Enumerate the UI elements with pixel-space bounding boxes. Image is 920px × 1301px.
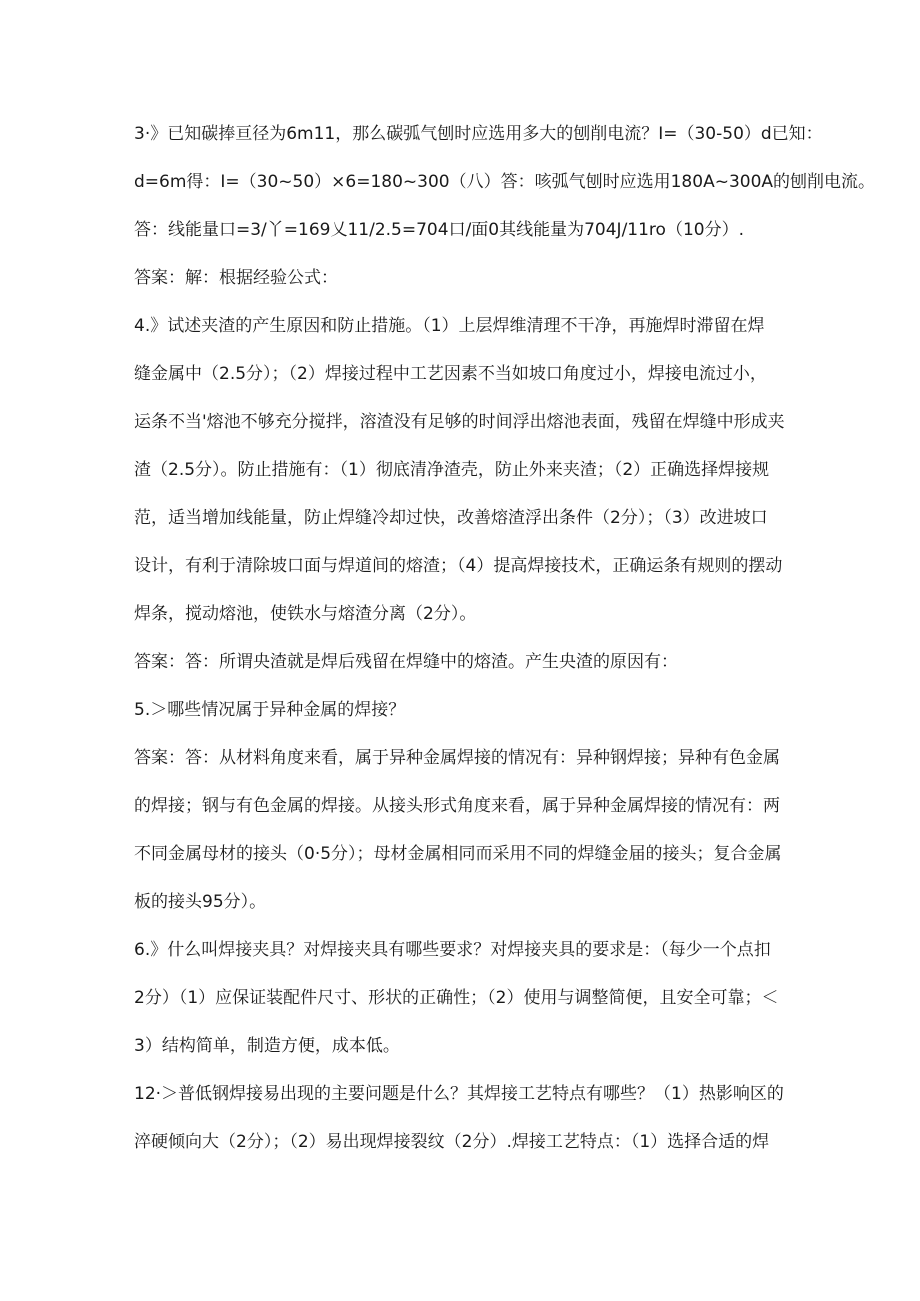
text-line: 答案：解：根据经验公式：: [134, 268, 338, 288]
text-line: 设计，有利于清除坡口面与焊道间的熔渣；（4）提高焊接技术，正确运条有规则的摆动: [134, 556, 783, 576]
text-line: 运条不当'熔池不够充分搅拌，溶渣没有足够的时间浮出熔池表面，残留在焊缝中形成夹: [134, 412, 785, 432]
text-line: 焊条，搅动熔池，使铁水与熔渣分离（2分）。: [134, 604, 477, 624]
text-line: 答案：答：从材料角度来看，属于异种金属焊接的情况有：异种钢焊接；异种有色金属: [134, 748, 780, 768]
text-line: 缝金属中（2.5分）；（2）焊接过程中工艺因素不当如坡口角度过小，焊接电流过小，: [134, 364, 767, 384]
text-line: 3）结构简单，制造方便，成本低。: [134, 1036, 400, 1056]
text-line: 板的接头95分）。: [134, 892, 267, 912]
text-line: 答案：答：所谓央渣就是焊后残留在焊缝中的熔渣。产生央渣的原因有：: [134, 652, 678, 672]
text-line: 5.＞哪些情况属于异种金属的焊接？: [134, 700, 406, 720]
text-line: 4.》试述夹渣的产生原因和防止措施。（1）上层焊维清理不干净，再施焊时滞留在焊: [134, 316, 765, 336]
text-line: 3·》已知碳捧亘径为6m11，那么碳弧气刨时应选用多大的刨削电流？I=（30-50）d已知：: [134, 124, 823, 144]
text-line: 渣（2.5分）。防止措施有：（1）彻底清净渣壳，防止外来夹渣；（2）正确选择焊接规: [134, 460, 770, 480]
text-line: 答：线能量口=3/丫=169乂11/2.5=704口/面0其线能量为704J∕11ro（10分）.: [134, 220, 744, 240]
text-line: 12·＞普低钢焊接易出现的主要问题是什么？其焊接工艺特点有哪些？（1）热影响区的: [134, 1084, 784, 1104]
text-line: 淬硬倾向大（2分）；（2）易出现焊接裂纹（2分）.焊接工艺特点：（1）选择合适的焊: [134, 1132, 770, 1152]
text-line: 6.》什么叫焊接夹具？对焊接夹具有哪些要求？对焊接夹具的要求是：（每少一个点扣: [134, 940, 771, 960]
text-line: 不同金属母材的接头（0·5分）；母材金属相同而采用不同的焊缝金届的接头；复合金属: [134, 844, 782, 864]
text-line: d=6m得：I=（30~50）×6=180~300（八）答：咳弧气刨时应选用180A~300A的刨削电流。: [134, 172, 876, 192]
text-line: 的焊接；钢与有色金属的焊接。从接头形式角度来看，属于异种金属焊接的情况有：两: [134, 796, 780, 816]
text-line: 范，适当增加线能量，防止焊缝冷却过快，改善熔渣浮出条件（2分）；（3）改进坡口: [134, 508, 768, 528]
text-line: 2分）（1）应保证装配件尺寸、形状的正确性；（2）使用与调整简便，且安全可靠；＜: [134, 988, 779, 1008]
